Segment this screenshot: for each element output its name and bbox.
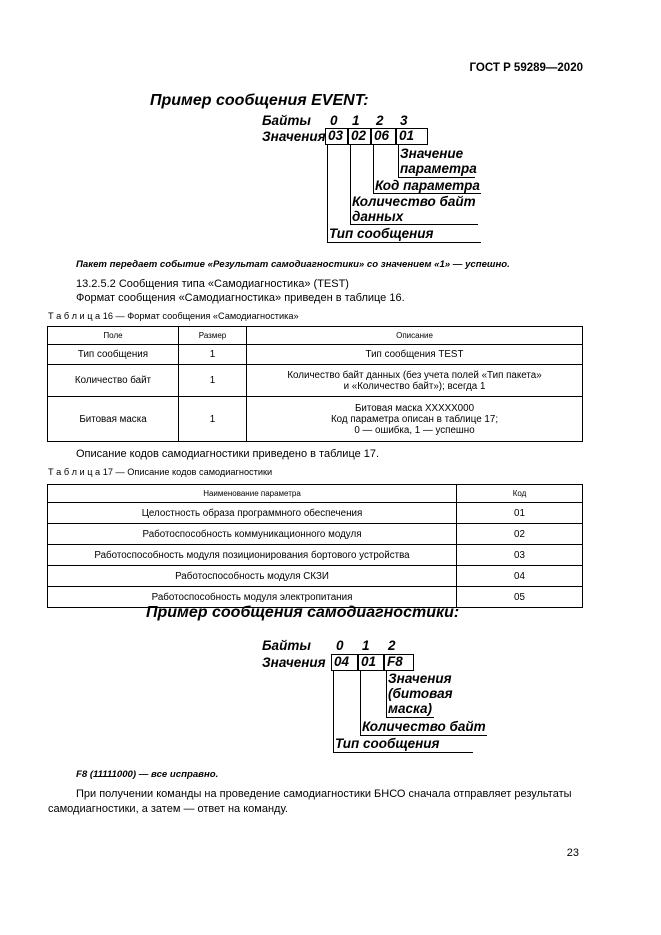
event-ann-count-2: данных (352, 209, 404, 224)
event-ann-code: Код параметра (375, 178, 480, 193)
test-ann-value-1: Значения (388, 671, 452, 686)
event-values-label: Значения (262, 129, 326, 144)
event-connector-code (373, 145, 374, 193)
table16-header-field: Поле (48, 327, 179, 345)
table16-cell-size: 1 (179, 397, 247, 442)
table17-caption: Т а б л и ц а 17 — Описание кодов самодиагностики (48, 467, 273, 477)
event-underline-type (327, 242, 481, 243)
table17-cell-code: 03 (457, 545, 583, 566)
test-example-title: Пример сообщения самодиагностики: (146, 604, 460, 621)
table-row (48, 345, 583, 365)
table-row (48, 397, 583, 442)
closing-line-1: При получении команды на проведение самодиагностики БНСО сначала отправляет результаты (76, 788, 572, 800)
event-value-0: 03 (325, 128, 348, 145)
table16-caption: Т а б л и ц а 16 — Формат сообщения «Самодиагностика» (48, 311, 299, 321)
table17 (47, 484, 583, 608)
event-connector-count (350, 145, 351, 224)
test-ann-type: Тип сообщения (335, 736, 440, 751)
event-ann-value-2: параметра (400, 161, 477, 176)
table17-cell-code: 01 (457, 503, 583, 524)
event-connector-type (327, 145, 328, 242)
event-byte-index-0: 0 (330, 113, 338, 128)
event-underline-count (350, 224, 478, 225)
test-connector-value (386, 671, 387, 717)
test-value-0: 04 (331, 654, 358, 671)
event-bytes-label: Байты (262, 113, 311, 128)
test-underline-type (333, 752, 473, 753)
section-heading: 13.2.5.2 Сообщения типа «Самодиагностика» (TEST) (76, 278, 349, 290)
desc-line: 0 — ошибка, 1 — успешно (354, 424, 475, 436)
test-connector-count (360, 671, 361, 735)
event-value-3: 01 (396, 128, 428, 145)
event-value-1: 02 (348, 128, 371, 145)
table17-cell-name: Работоспособность модуля позиционирования бортового устройства (48, 545, 457, 566)
test-underline-value (386, 717, 434, 718)
table-row (48, 503, 583, 524)
test-value-2: F8 (384, 654, 414, 671)
event-value-2: 06 (371, 128, 396, 145)
table16-cell-field: Тип сообщения (48, 345, 179, 365)
table17-header-code: Код (457, 485, 583, 503)
table16-cell-desc (247, 345, 583, 365)
test-ann-count: Количество байт (362, 719, 486, 734)
table17-header-name: Наименование параметра (48, 485, 457, 503)
test-ann-value-2: (битовая (388, 686, 453, 701)
table16-header-desc: Описание (247, 327, 583, 345)
test-note: F8 (11111000) — все исправно. (76, 769, 219, 780)
test-bytes-label: Байты (262, 638, 311, 653)
table16-cell-desc (247, 365, 583, 397)
table-row (48, 524, 583, 545)
desc-line: Тип сообщения TEST (365, 349, 464, 360)
test-connector-type (333, 671, 334, 752)
table17-cell-code: 04 (457, 566, 583, 587)
table17-cell-name: Работоспособность модуля СКЗИ (48, 566, 457, 587)
standard-designation: ГОСТ Р 59289—2020 (469, 62, 583, 74)
test-values-label: Значения (262, 655, 326, 670)
event-byte-index-1: 1 (352, 113, 360, 128)
event-byte-index-3: 3 (400, 113, 408, 128)
table-row (48, 545, 583, 566)
test-byte-index-1: 1 (362, 638, 370, 653)
desc-line: Битовая маска XXXXX000 (354, 402, 475, 414)
table17-cell-code: 02 (457, 524, 583, 545)
test-value-1: 01 (358, 654, 384, 671)
event-byte-index-2: 2 (376, 113, 384, 128)
table16-cell-size: 1 (179, 345, 247, 365)
table16-cell-field: Количество байт (48, 365, 179, 397)
between-text: Описание кодов самодиагностики приведено в таблице 17. (76, 448, 380, 460)
table17-cell-name: Работоспособность коммуникационного модуля (48, 524, 457, 545)
table16-cell-size: 1 (179, 365, 247, 397)
table16-cell-desc (247, 397, 583, 442)
event-ann-type: Тип сообщения (329, 226, 434, 241)
table17-cell-name: Целостность образа программного обеспечения (48, 503, 457, 524)
desc-line: Количество байт данных (без учета полей «Тип пакета» (287, 369, 542, 381)
table17-cell-code: 05 (457, 587, 583, 608)
event-ann-count-1: Количество байт (352, 194, 476, 209)
desc-line: и «Количество байт»); всегда 1 (343, 380, 486, 392)
event-example-title: Пример сообщения EVENT: (150, 92, 369, 109)
test-byte-index-0: 0 (336, 638, 344, 653)
test-byte-index-2: 2 (388, 638, 396, 653)
section-intro: Формат сообщения «Самодиагностика» приведен в таблице 16. (76, 292, 405, 304)
event-ann-value-1: Значение (400, 146, 464, 161)
table17-cell-name: Работоспособность модуля электропитания (48, 587, 457, 608)
table-row (48, 566, 583, 587)
table16-cell-field: Битовая маска (48, 397, 179, 442)
desc-line: Код параметра описан в таблице 17; (330, 413, 499, 425)
table16-header-size: Размер (179, 327, 247, 345)
event-note: Пакет передает событие «Результат самодиагностики» со значением «1» — успешно. (76, 259, 510, 270)
page-number: 23 (566, 847, 579, 859)
table16 (47, 326, 583, 442)
event-connector-value (398, 145, 399, 177)
closing-line-2: самодиагностики, а затем — ответ на команду. (48, 803, 288, 815)
test-ann-value-3: маска) (388, 701, 433, 716)
table-row (48, 365, 583, 397)
